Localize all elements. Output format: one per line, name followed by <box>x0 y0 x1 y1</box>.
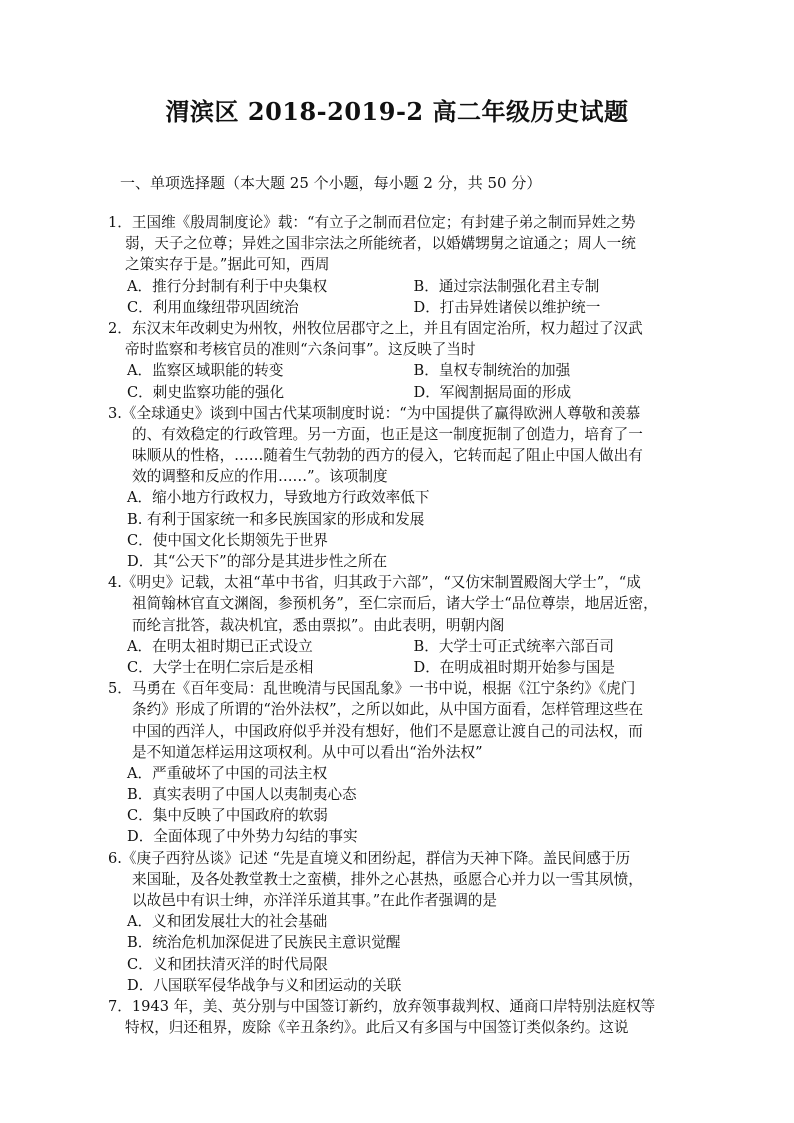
question-2 <box>100 318 700 403</box>
question-stem-line: 味顺从的性格，……随着生气勃勃的西方的侵入，它转而起了阻止中国人做出有 <box>132 447 643 465</box>
answer-option: D．八国联军侵华战争与义和团运动的关联 <box>127 976 402 994</box>
answer-option: A．推行分封制有利于中央集权 <box>127 277 328 295</box>
answer-option: D．其“公天下”的部分是其进步性之所在 <box>127 553 388 570</box>
answer-option: C．刺史监察功能的强化 <box>127 383 285 401</box>
answer-option: B．通过宗法制强化君主专制 <box>413 277 600 295</box>
answer-option: B．大学士可正式统率六部百司 <box>413 637 614 655</box>
answer-option: C．义和团扶清灭洋的时代局限 <box>127 955 328 973</box>
question-stem-line: 2．东汉末年改刺史为州牧，州牧位居郡守之上，并且有固定治所，权力超过了汉武 <box>108 319 643 337</box>
question-4 <box>100 572 700 678</box>
question-stem-line: 效的调整和反应的作用……”。该项制度 <box>132 468 388 486</box>
question-stem-line: 3.《全球通史》谈到中国古代某项制度时说：“为中国提供了赢得欧洲人尊敬和羡慕 <box>108 404 641 422</box>
question-stem-line: 中国的西洋人，中国政府似乎并没有想好，他们不是愿意让渡自己的司法权，而 <box>132 722 643 740</box>
question-stem-line: 特权，归还租界，废除《辛丑条约》。此后又有多国与中国签订类似条约。这说 <box>125 1019 629 1037</box>
question-list <box>100 212 700 1038</box>
question-stem-line: 之策实存于是。”据此可知，西周 <box>125 256 330 274</box>
question-stem-line: 1．王国维《殷周制度论》载：“有立子之制而君位定；有封建子弟之制而异姓之势 <box>108 214 636 231</box>
question-5 <box>100 678 700 848</box>
question-3 <box>100 403 700 573</box>
question-6 <box>100 848 700 996</box>
option-list <box>100 763 700 848</box>
option-list <box>100 911 700 996</box>
answer-option: B．统治危机加深促进了民族民主意识觉醒 <box>127 934 401 952</box>
answer-option: D．全面体现了中外势力勾结的事实 <box>127 828 358 846</box>
option-row <box>100 360 700 381</box>
answer-option: C．利用血缘纽带巩固统治 <box>127 298 299 316</box>
answer-option: D．军阀割据局面的形成 <box>413 383 572 401</box>
option-row <box>100 382 700 403</box>
answer-option: C．集中反映了中国政府的软弱 <box>127 807 328 825</box>
question-stem-line: 7．1943 年，美、英分别与中国签订新约，放弃领事裁判权、通商口岸特别法庭权等 <box>108 997 656 1015</box>
question-7 <box>100 996 700 1038</box>
answer-option: B. 有利于国家统一和多民族国家的形成和发展 <box>127 510 425 528</box>
question-stem-line: 条约》形成了所谓的“治外法权”，之所以如此，从中国方面看，怎样管理这些在 <box>132 701 644 719</box>
question-stem-line: 来国耻，及各处教堂教士之蛮横，排外之心甚热，亟愿合心并力以一雪其夙愤， <box>132 870 643 888</box>
option-row <box>100 297 700 318</box>
question-stem-line: 4.《明史》记载，太祖“革中书省，归其政于六部”，“又仿宋制置殿阁大学士”，“成 <box>108 574 641 592</box>
question-stem-line: 是不知道怎样运用这项权利。从中可以看出“治外法权” <box>132 743 483 761</box>
question-stem-line: 5．马勇在《百年变局：乱世晚清与民国乱象》一书中说，根据《江宁条约》《虎门 <box>108 680 636 698</box>
question-stem-line: 祖简翰林官直文渊阁，参预机务”，至仁宗而后，诸大学士“品位尊崇，地居近密， <box>132 595 658 613</box>
option-list <box>100 487 700 572</box>
question-1 <box>100 212 700 318</box>
option-row <box>100 636 700 657</box>
answer-option: D．在明成祖时期开始参与国是 <box>413 658 615 676</box>
answer-option: A．监察区域职能的转变 <box>127 362 284 380</box>
question-stem-line: 的、有效稳定的行政管理。另一方面，也正是这一制度扼制了创造力，培育了一 <box>132 425 643 443</box>
question-stem-line: 弱，天子之位尊；异姓之国非宗法之所能统者，以婚媾甥舅之谊通之；周人一统 <box>125 235 636 253</box>
answer-option: A．严重破坏了中国的司法主权 <box>127 764 328 782</box>
section-heading: 一、单项选择题（本大题 25 个小题，每小题 2 分，共 50 分） <box>120 174 542 192</box>
question-stem-line: 以故邑中有识士绅，亦洋洋乐道其事。”在此作者强调的是 <box>132 892 498 909</box>
answer-option: C．使中国文化长期领先于世界 <box>127 531 328 549</box>
answer-option: D．打击异姓诸侯以维护统一 <box>413 298 601 316</box>
answer-option: C．大学士在明仁宗后是丞相 <box>127 658 314 676</box>
answer-option: B．真实表明了中国人以夷制夷心态 <box>127 786 357 804</box>
exam-title: 渭滨区 2018-2019-2 高二年级历史试题 <box>165 97 629 126</box>
answer-option: B．皇权专制统治的加强 <box>413 362 571 380</box>
answer-option: A．在明太祖时期已正式设立 <box>127 637 313 655</box>
answer-option: A．缩小地方行政权力，导致地方行政效率低下 <box>127 489 430 507</box>
question-stem-line: 6.《庚子西狩丛谈》记述 “先是直境义和团纷起，群信为天神下降。盖民间感于历 <box>108 849 631 867</box>
answer-option: A．义和团发展壮大的社会基础 <box>127 913 328 931</box>
question-stem-line: 帝时监察和考核官员的准则“六条问事”。这反映了当时 <box>125 341 476 359</box>
question-stem-line: 而纶言批答，裁决机宜，悉由票拟”。由此表明，明朝内阁 <box>132 616 505 634</box>
option-row <box>100 276 700 297</box>
option-row <box>100 657 700 678</box>
